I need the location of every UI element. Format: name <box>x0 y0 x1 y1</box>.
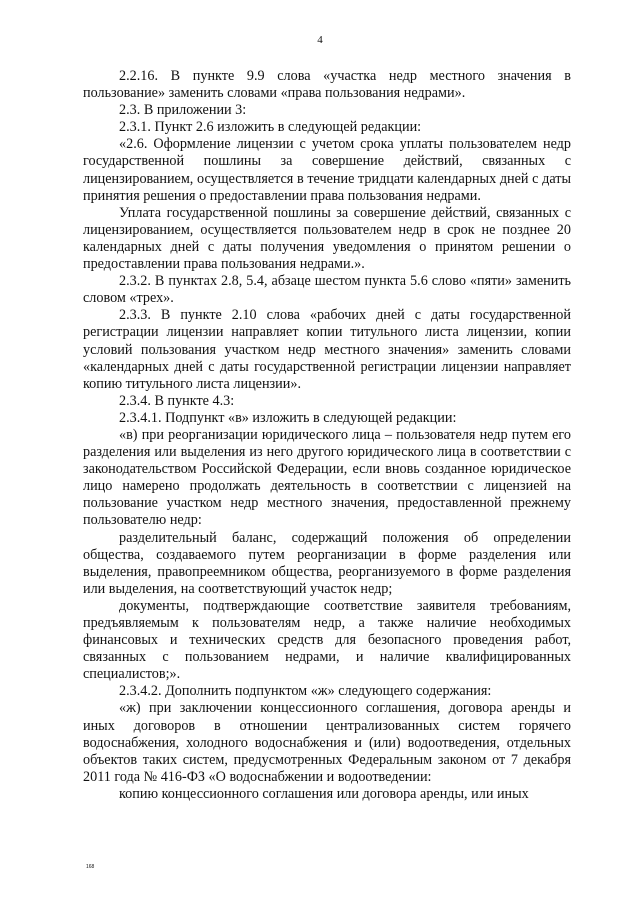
paragraph: документы, подтверждающие соответствие заявителя требованиям, предъявляемым к пользователям недр, а также наличие необходимых финансовых и технических средств для безопасного проведения работ, связанных с пользованием недрами, и наличие квалифицированных специалистов;». <box>83 597 571 683</box>
paragraph: «в) при реорганизации юридического лица – пользователя недр путем его разделения или выделения из него другого юридического лица в соответствии с законодательством Российской Федерации, если вновь созданное юридическое лицо намерено продолжать деятельность в соответствии с лицензией на пользование участком недр местного значения, предоставленной прежнему пользователю недр: <box>83 426 571 529</box>
paragraph: «2.6. Оформление лицензии с учетом срока уплаты пользователем недр государственной пошлины за совершение действий, связанных с лицензированием, осуществляется в течение тридцати календарных дней с даты принятия решения о предоставлении права пользования недрами. <box>83 136 571 204</box>
paragraph: разделительный баланс, содержащий положения об определении общества, создаваемого путем реорганизации в форме разделения или выделения, правопреемником общества, реорганизуемого в форме разделения или выделения, на соответствующий участок недр; <box>83 529 571 597</box>
paragraph: 2.3.2. В пунктах 2.8, 5.4, абзаце шестом пункта 5.6 слово «пяти» заменить словом «трех». <box>83 273 571 307</box>
document-body <box>83 68 571 803</box>
paragraph: «ж) при заключении концессионного соглашения, договора аренды и иных договоров в отношении централизованных систем горячего водоснабжения, холодного водоснабжения и (или) водоотведения, отдельных объектов таких систем, предусмотренных Федеральным законом от 7 декабря 2011 года № 416-ФЗ «О водоснабжении и водоотведении: <box>83 700 571 785</box>
paragraph: 2.3.4. В пункте 4.3: <box>119 392 235 409</box>
footer-code: 168 <box>86 864 95 870</box>
paragraph: копию концессионного соглашения или договора аренды, или иных <box>119 785 529 802</box>
paragraph: 2.2.16. В пункте 9.9 слова «участка недр местного значения в пользование» заменить словами «права пользования недрами». <box>83 68 571 102</box>
paragraph: 2.3.3. В пункте 2.10 слова «рабочих дней с даты государственной регистрации лицензии направляет копии титульного листа лицензии, копии условий пользования участком недр местного значения» заменить словами «календарных дней с даты государственной регистрации лицензии направляет копию титульного листа лицензии». <box>83 307 571 392</box>
paragraph: 2.3.4.2. Дополнить подпунктом «ж» следующего содержания: <box>119 683 492 700</box>
paragraph: Уплата государственной пошлины за совершение действий, связанных с лицензированием, осуществляется пользователем недр в срок не позднее 20 календарных дней с даты получения уведомления о принятом решении о предоставлении права пользования недрами.». <box>83 204 571 273</box>
page-number: 4 <box>317 34 323 46</box>
paragraph: 2.3.4.1. Подпункт «в» изложить в следующей редакции: <box>119 409 457 426</box>
paragraph: 2.3. В приложении 3: <box>119 102 247 119</box>
paragraph: 2.3.1. Пункт 2.6 изложить в следующей редакции: <box>119 119 422 136</box>
